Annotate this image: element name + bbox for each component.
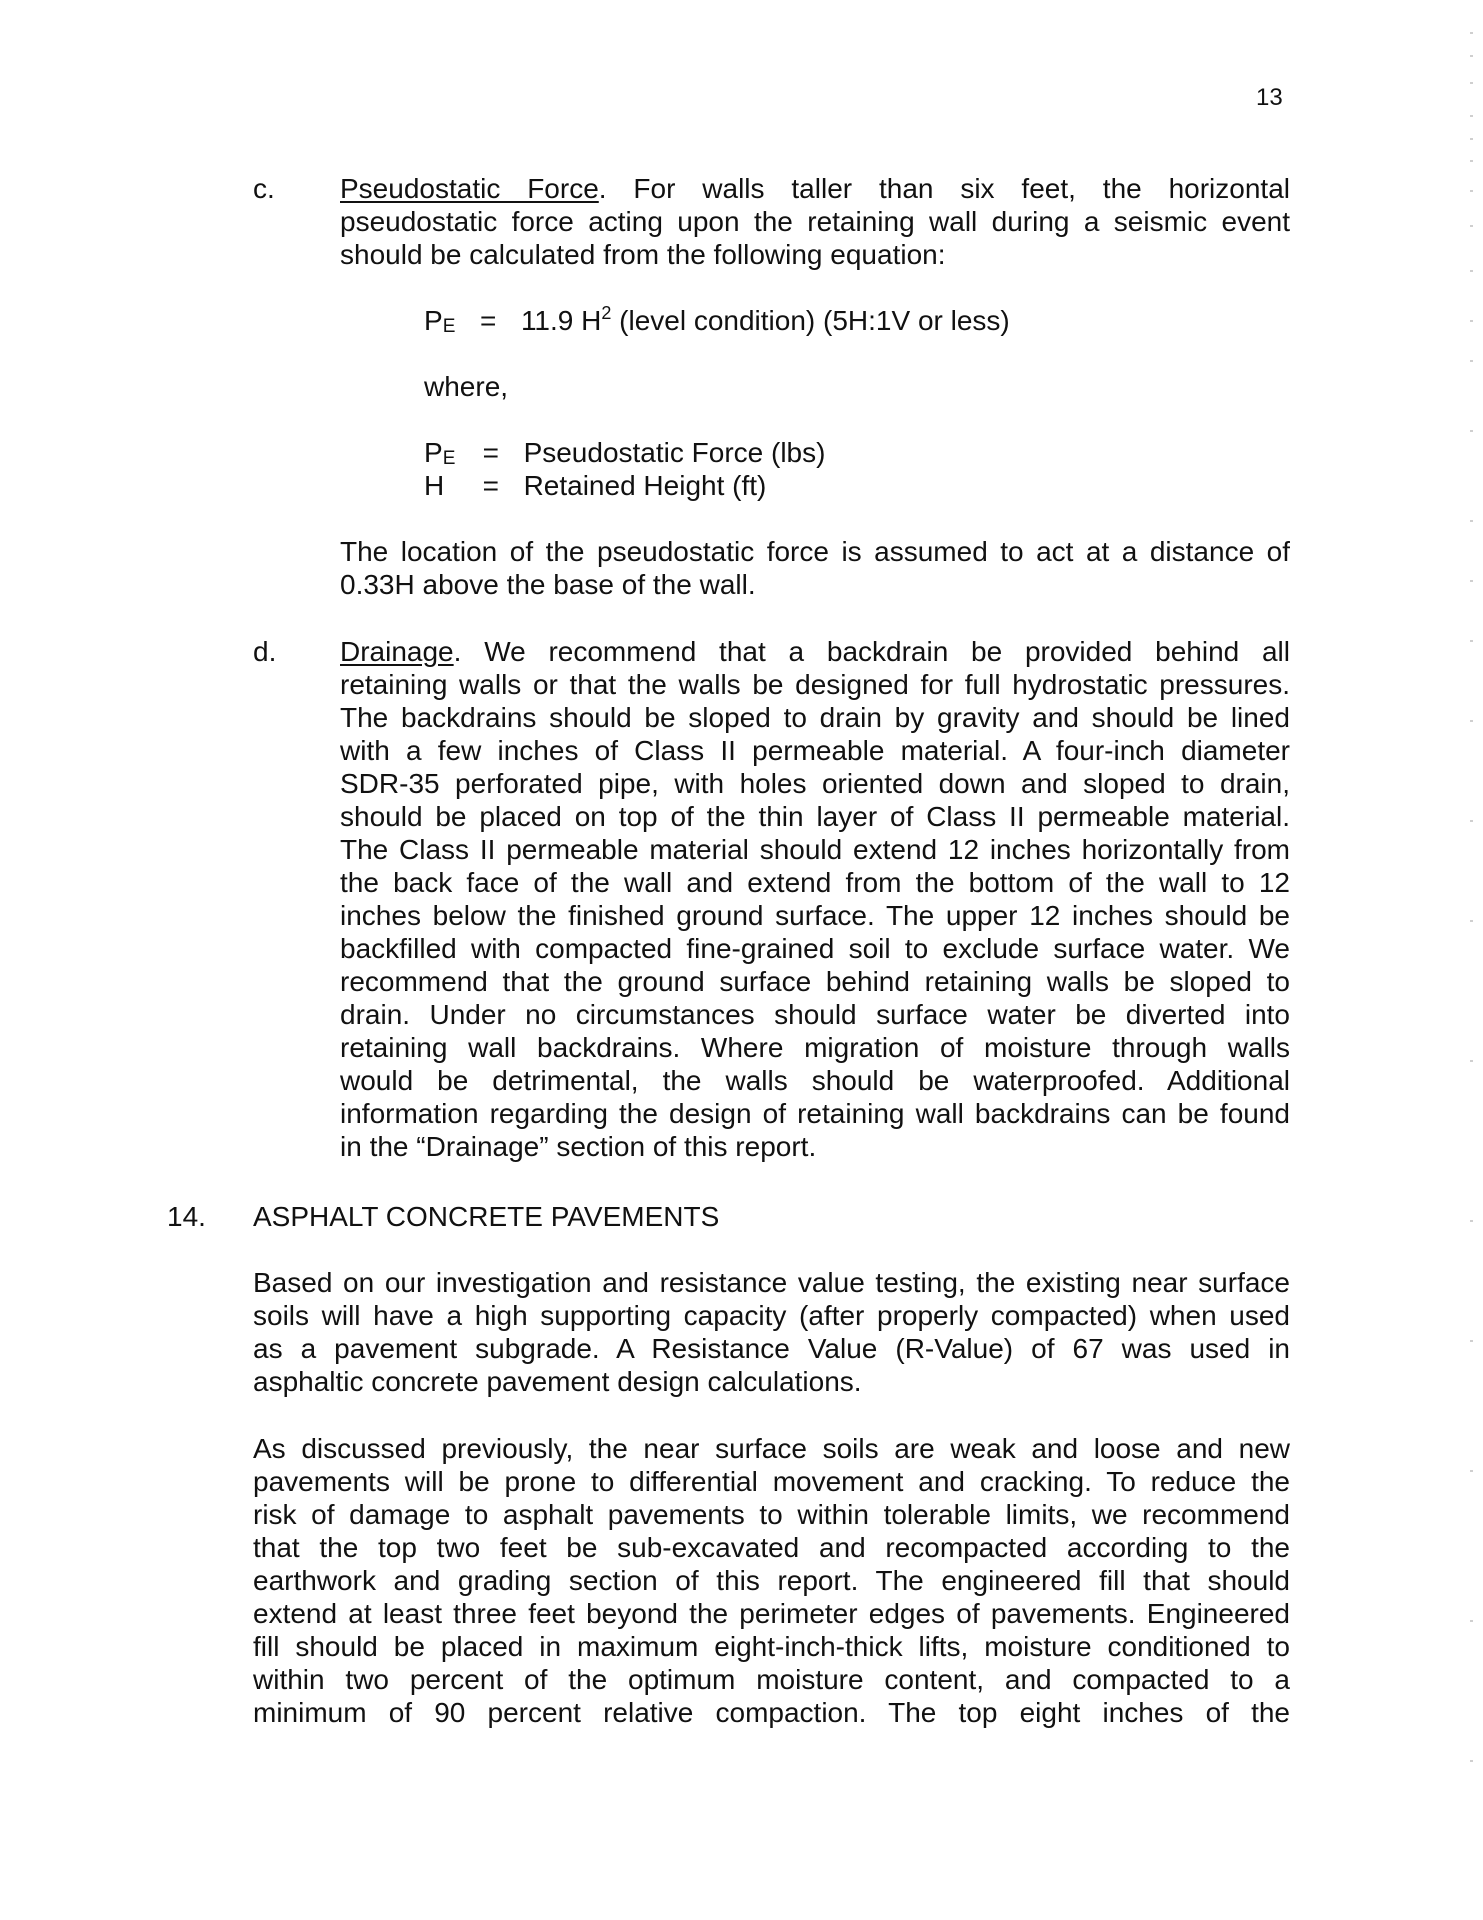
definition-pe: PE = Pseudostatic Force (lbs) [424, 437, 826, 469]
section-number: 14. [167, 1201, 206, 1232]
page-number: 13 [1256, 84, 1283, 111]
item-d-label: d. [253, 636, 277, 667]
scan-margin-artifacts [1470, 20, 1476, 1880]
location-paragraph: The location of the pseudostatic force is assumed to act at a distance of 0.33H above the base of the wall. [340, 536, 1290, 600]
item-c-line-2: pseudostatic force acting upon the retaining wall during a seismic event [340, 206, 1290, 237]
item-d-line-1: Drainage. We recommend that a backdrain be provided behind all [340, 636, 1290, 667]
item-c-line-3: should be calculated from the following equation: [340, 239, 946, 270]
section-14-paragraph-2: As discussed previously, the near surface soils are weak and loose and new pavements will be prone to differential movement and cracking. To reduce the risk of damage to asphalt pavements to within tolerable limits, we recommend that the top two feet be sub-excavated and recompacted according to the earthwork and grading section of this report. The engineered fill that should extend at least three feet beyond the perimeter edges of pavements. Engineered fill should be placed in maximum eight-inch-thick lifts, moisture conditioned to within two percent of the optimum moisture content, and compacted to a minimum of 90 percent relative compaction. The top eight inches of the [253, 1433, 1290, 1728]
item-d-paragraph: Drainage. We recommend that a backdrain be provided behind all retaining walls or that the walls be designed for full hydrostatic pressures. The backdrains should be sloped to drain by gravity and should be lined with a few inches of Class II permeable material. A four-inch diameter SDR-35 perforated pipe, with holes oriented down and sloped to drain, should be placed on top of the thin layer of Class II permeable material. The Class II permeable material should extend 12 inches horizontally from the back face of the wall and extend from the bottom of the wall to 12 inches below the finished ground surface. The upper 12 inches should be backfilled with compacted fine-grained soil to exclude surface water. We recommend that the ground surface behind retaining walls be sloped to drain. Under no circumstances should surface water be diverted into retaining wall backdrains. Where migration of moisture through walls would be detrimental, the walls should be waterproofed. Additional information regarding the design of retaining wall backdrains can be found in the “Drainage” section of this report. [340, 636, 1290, 1162]
where-label: where, [424, 371, 509, 402]
item-c-intro [340, 172, 1290, 271]
definition-h: H = Retained Height (ft) [424, 470, 767, 501]
item-c-title: Pseudostatic Force [340, 173, 599, 204]
item-c-label: c. [253, 173, 275, 204]
equation: PE = 11.9 $H^2$ (level condition) (5H:1V or less) [424, 303, 1010, 337]
item-d-title: Drainage [340, 636, 454, 667]
item-c-line-1: Pseudostatic Force. For walls taller than six feet, the horizontal [340, 173, 1290, 204]
section-14-paragraph-1: Based on our investigation and resistance value testing, the existing near surface soils will have a high supporting capacity (after properly compacted) when used as a pavement subgrade. A Resistance Value (R-Value) of 67 was used in asphaltic concrete pavement design calculations. [253, 1267, 1290, 1397]
section-heading: ASPHALT CONCRETE PAVEMENTS [253, 1201, 720, 1232]
